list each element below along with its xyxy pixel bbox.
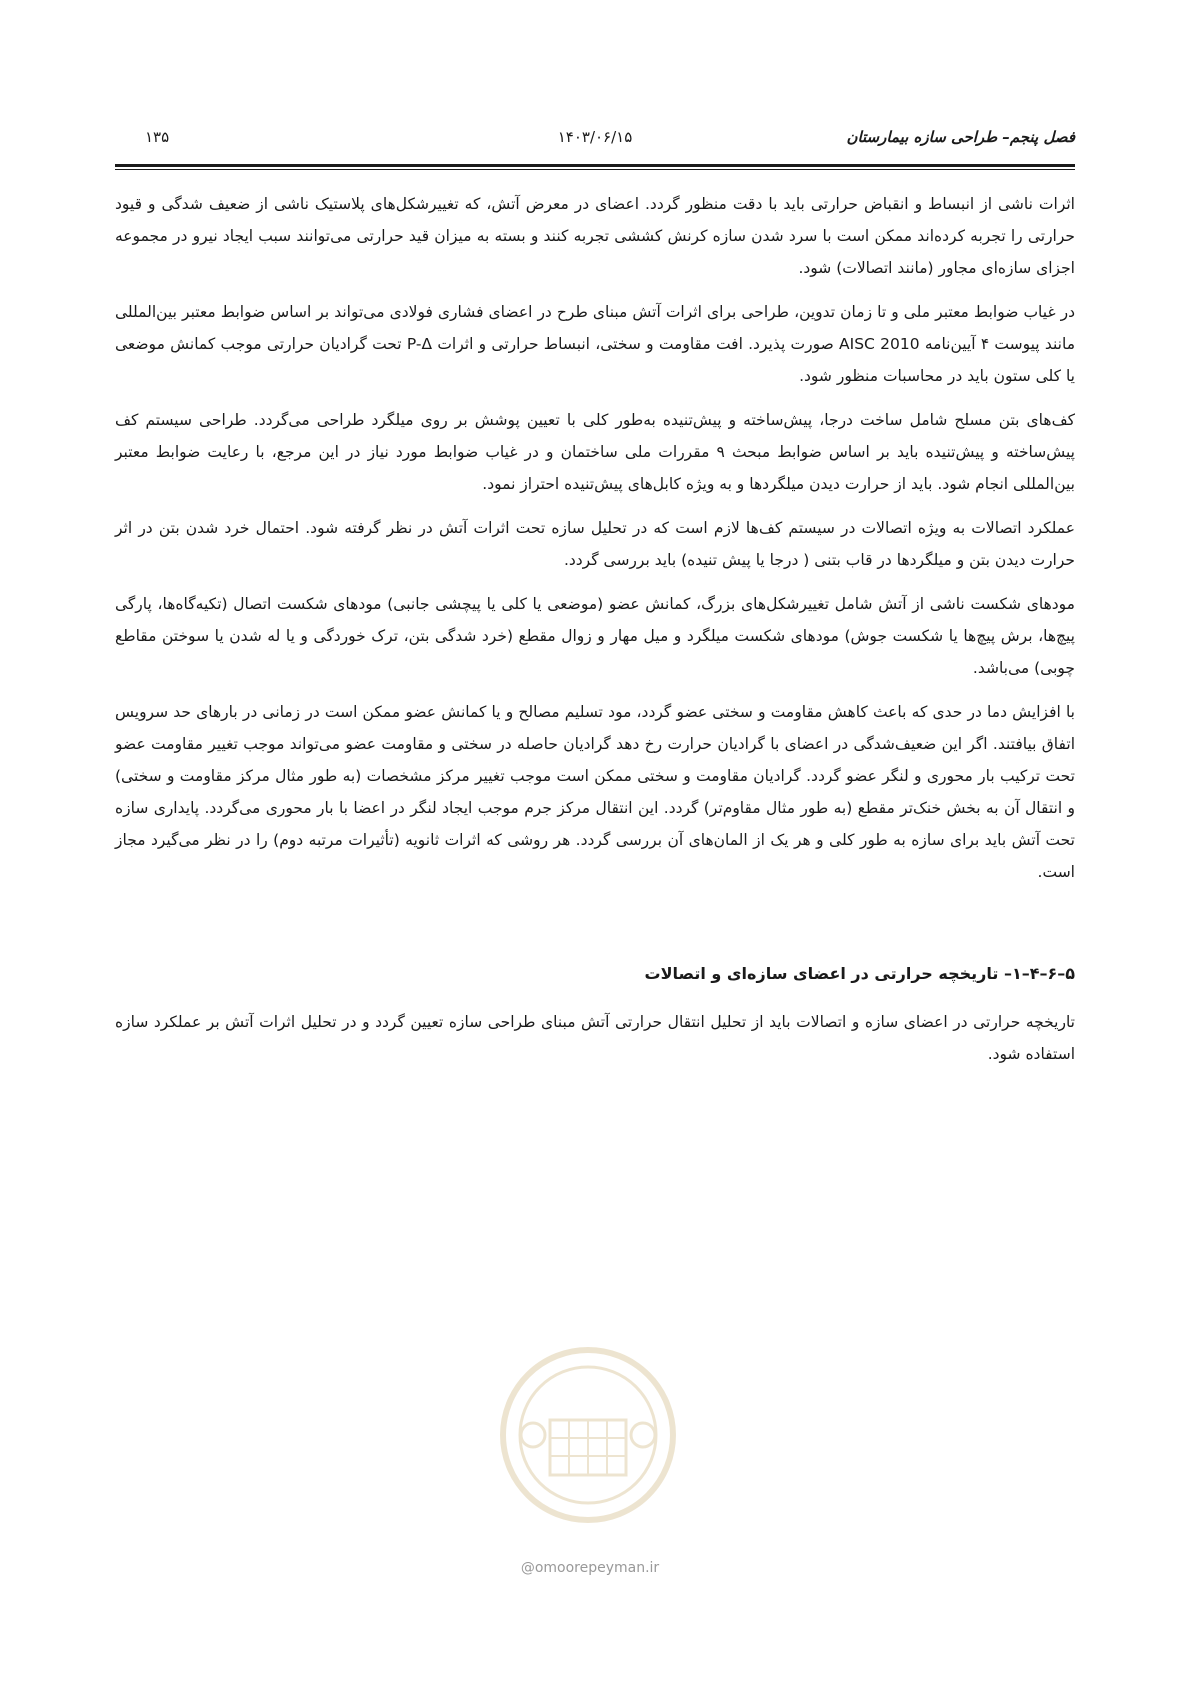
watermark-url: @omoorepeyman.ir [520,1560,660,1576]
chapter-title: فصل پنجم– طراحی سازه بیمارستان [846,128,1075,146]
header-rule-thin [115,169,1075,170]
paragraph-steel-compression: در غیاب ضوابط معتبر ملی و تا زمان تدوین، طراحی برای اثرات آتش مبنای طرح در اعضای فشاری فولادی می‌تواند بر اساس ضوابط معتبر بین‌المللی مانند پیوست ۴ آیین‌نامه AISC 2010 صورت پذیرد. افت مقاومت و سختی، انبساط حرارتی و اثرات P-Δ تحت گرادیان حرارتی موجب کمانش موضعی یا کلی ستون باید در محاسبات منظور شود. [115,303,1076,385]
section-paragraph: تاریخچه حرارتی در اعضای سازه و اتصالات باید از تحلیل انتقال حرارتی آتش مبنای طراحی سازه تعیین گردد و در تحلیل اثرات آتش بر عملکرد سازه استفاده شود. [115,1013,1075,1063]
header-rule-thick [115,164,1075,167]
section-heading: ۵–۶–۴–۱– تاریخچه حرارتی در اعضای سازه‌ای و اتصالات [644,964,1075,983]
paragraph-thermal-expansion: اثرات ناشی از انبساط و انقباض حرارتی باید با دقت منظور گردد. اعضای در معرض آتش، که تغییرشکل‌های پلاستیک ناشی از ضعیف شدگی و قیود حرارتی را تجربه کرده‌اند ممکن است با سرد شدن سازه کرنش کششی تجربه کنند و بسته به میزان قید حرارتی می‌توانند سبب ایجاد نیرو در مجموعه اجزای سازه‌ای مجاور (مانند اتصالات) شود. [115,195,1075,277]
watermark-logo [488,1340,688,1560]
paragraph-failure-modes: مودهای شکست ناشی از آتش شامل تغییرشکل‌های بزرگ، کمانش عضو (موضعی یا کلی یا پیچشی جانبی) مودهای شکست اتصال (تکیه‌گاه‌ها، پارگی پیچ‌ها، برش پیچ‌ها یا شکست جوش) مودهای شکست میلگرد و میل مهار و زوال مقطع (خرد شدگی بتن، ترک خوردگی و یا له شدن یا سوختن مقاطع چوبی) می‌باشد. [115,595,1075,677]
header-date: ۱۴۰۳/۰۶/۱۵ [557,128,633,146]
paragraph-connections: عملکرد اتصالات به ویژه اتصالات در سیستم کف‌ها لازم است که در تحلیل سازه تحت اثرات آتش در نظر گرفته شود. احتمال خرد شدن بتن در اثر حرارت دیدن بتن و میلگردها در قاب بتنی ( درجا یا پیش تنیده) باید بررسی گردد. [115,519,1075,569]
paragraph-concrete-floors: کف‌های بتن مسلح شامل ساخت درجا، پیش‌ساخته و پیش‌تنیده به‌طور کلی با تعیین پوشش بر روی میلگرد طراحی می‌گردد. طراحی سیستم کف پیش‌ساخته و پیش‌تنیده باید بر اساس ضوابط مبحث ۹ مقررات ملی ساختمان و در غیاب ضوابط مورد نیاز در این مرجع، با رعایت ضوابط معتبر بین‌المللی انجام شود. باید از حرارت دیدن میلگردها و به ویژه کابل‌های پیش‌تنیده احتراز نمود. [115,411,1075,493]
page-header [115,128,1075,162]
page-number: ۱۳۵ [145,128,170,146]
document-body [115,188,1075,1082]
paragraph-temperature-increase: با افزایش دما در حدی که باعث کاهش مقاومت و سختی عضو گردد، مود تسلیم مصالح و یا کمانش عضو ممکن است در زمانی در بارهای حد سرویس اتفاق بیافتند. اگر این ضعیف‌شدگی در اعضای با گرادیان حرارت رخ دهد گرادیان حاصله در سختی و مقاومت عضو می‌تواند موجب تغییر مقاومت عضو تحت ترکیب بار محوری و لنگر عضو گردد. گرادیان مقاومت و سختی ممکن است موجب تغییر مرکز مشخصات (به طور مثال مرکز مقاومت و سختی) و انتقال آن به بخش خنک‌تر مقطع (به طور مثال مقاوم‌تر) گردد. این انتقال مرکز جرم موجب ایجاد لنگر در اعضا با بار محوری می‌گردد. پایداری سازه تحت آتش باید برای سازه به طور کلی و هر یک از المان‌های آن بررسی گردد. هر روشی که اثرات ثانویه (تأثیرات مرتبه دوم) را در نظر می‌گیرد مجاز است. [115,703,1075,881]
